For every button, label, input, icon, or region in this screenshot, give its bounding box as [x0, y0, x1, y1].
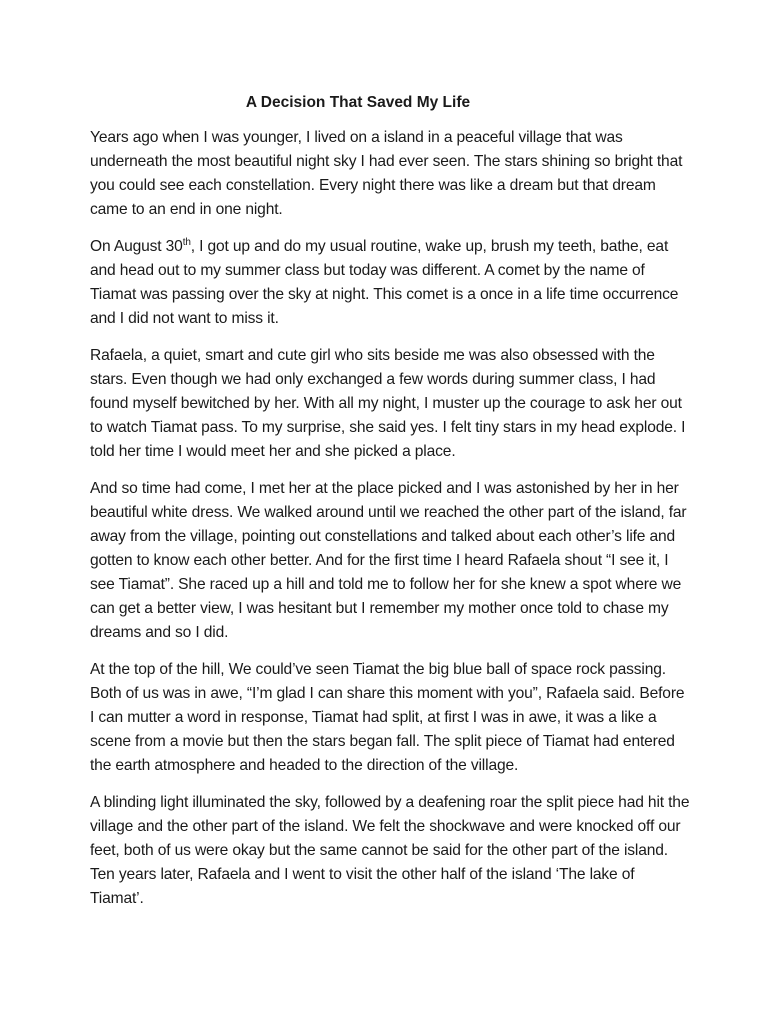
paragraph-3 [90, 344, 690, 464]
paragraph-5 [90, 658, 690, 778]
paragraph-4-text: And so time had come, I met her at the place picked and I was astonished by her in her beautiful white dress. We walked around until we reached the other part of the island, far away from the village, pointing out constellations and talked about each other’s life and gotten to know each other better. And for the first time I heard Rafaela shout “I see it, I see Tiamat”. She raced up a hill and told me to follow her for she knew a spot where we can get a better view, I was hesitant but I remember my mother once told to chase my dreams and so I did. [90, 480, 687, 641]
document-title: A Decision That Saved My Life [245, 94, 471, 111]
paragraph-4 [90, 477, 690, 645]
paragraph-3-text: Rafaela, a quiet, smart and cute girl who sits beside me was also obsessed with the stars. Even though we had only exchanged a few words during summer class, I had found myself bewitched by her. With all my night, I muster up the courage to ask her out to watch Tiamat pass. To my surprise, she said yes. I felt tiny stars in my head explode. I told her time I would meet her and she picked a place. [90, 347, 686, 460]
paragraph-5-text: At the top of the hill, We could’ve seen Tiamat the big blue ball of space rock passing. Both of us was in awe, “I’m glad I can share this moment with you”, Rafaela said. Before I can mutter a word in response, Tiamat had split, at first I was in awe, it was a like a scene from a movie but then the stars began fall. The split piece of Tiamat had entered the earth atmosphere and headed to the direction of the village. [90, 661, 685, 774]
paragraph-2 [90, 235, 690, 331]
paragraph-6 [90, 791, 690, 911]
paragraph-6-text: A blinding light illuminated the sky, followed by a deafening roar the split piece had hit the village and the other part of the island. We felt the shockwave and were knocked off our feet, both of us were okay but the same cannot be said for the other part of the island. Ten years later, Rafaela and I went to visit the other half of the island ‘The lake of Tiamat’. [90, 794, 690, 907]
ordinal-suffix: th [182, 236, 191, 248]
paragraph-1-text: Years ago when I was younger, I lived on a island in a peaceful village that was underneath the most beautiful night sky I had ever seen. The stars shining so bright that you could see each constellation. Every night there was like a dream but that dream came to an end in one night. [90, 129, 683, 218]
paragraph-2-lead: On August 30 [90, 238, 183, 255]
document-body [90, 126, 690, 924]
paragraph-2-text: , I got up and do my usual routine, wake up, brush my teeth, bathe, eat and head out to my summer class but today was different. A comet by the name of Tiamat was passing over the sky at night. This comet is a once in a life time occurrence and I did not want to miss it. [90, 238, 679, 327]
paragraph-1 [90, 126, 690, 222]
